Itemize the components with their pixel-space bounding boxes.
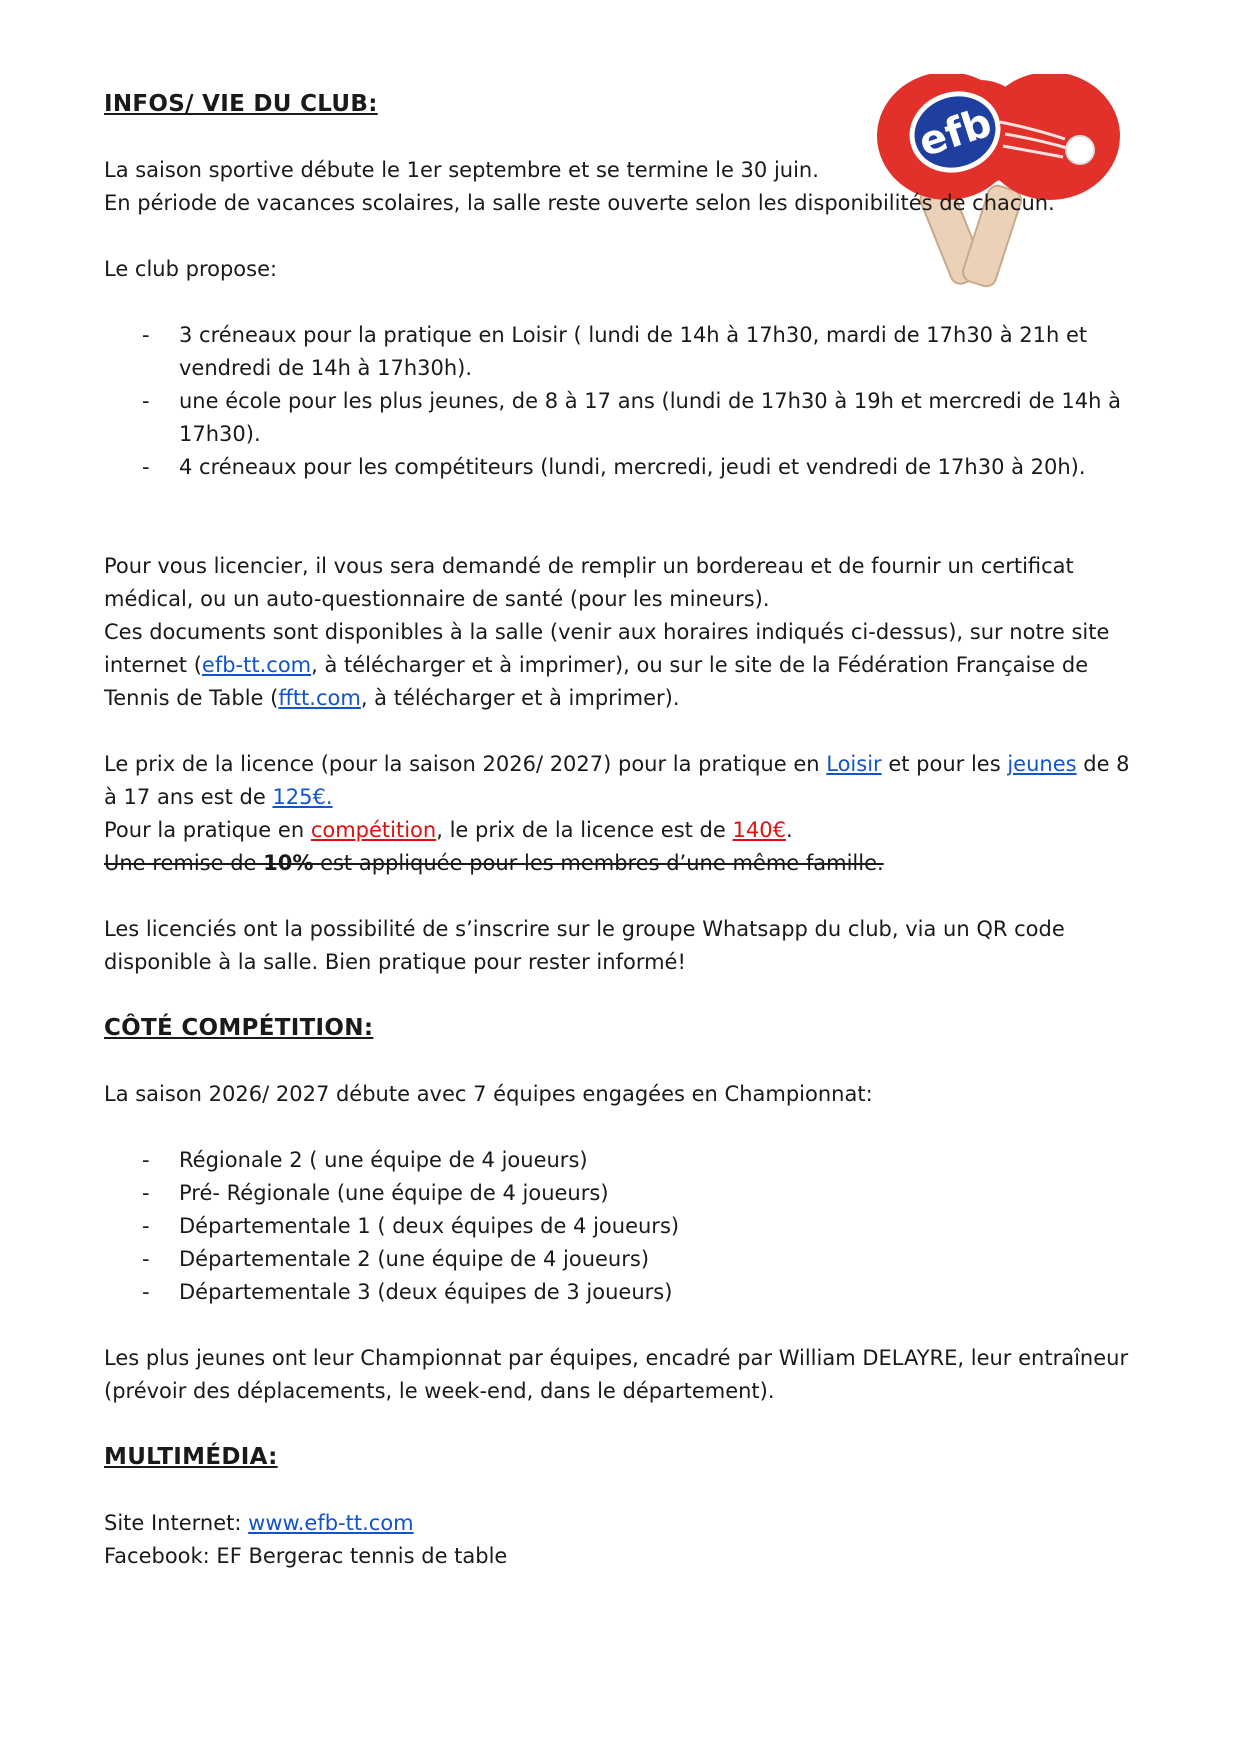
season-line-1: La saison sportive débute le 1er septembre et se termine le 30 juin. [104,158,819,182]
website-link[interactable]: www.efb-tt.com [248,1511,414,1535]
list-item: - 4 créneaux pour les compétiteurs (lundi, mercredi, jeudi et vendredi de 17h30 à 20h). [142,455,1086,479]
teams-list [104,1144,1144,1309]
list-item: - Départementale 3 (deux équipes de 3 joueurs) [142,1280,673,1304]
price-140-link[interactable]: 140€ [732,818,786,842]
club-slots-list [104,319,1144,484]
fftt-site-link[interactable]: fftt.com [278,686,361,710]
jeunes-link[interactable]: jeunes [1007,752,1077,776]
efb-site-link[interactable]: efb-tt.com [201,653,312,677]
list-item: - 3 créneaux pour la pratique en Loisir ( lundi de 14h à 17h30, mardi de 17h30 à 21h et vendredi de 14h à 17h30h). [142,323,1088,380]
list-item: - une école pour les plus jeunes, de 8 à 17 ans (lundi de 17h30 à 19h et mercredi de 14h à 17h30). [142,389,1121,446]
discount-line: Une remise de 10% est appliquée pour les membres d’une même famille. [104,851,884,875]
list-item: - Départementale 1 ( deux équipes de 4 joueurs) [142,1214,680,1238]
list-item: - Pré- Régionale (une équipe de 4 joueurs) [142,1181,609,1205]
competition-intro: La saison 2026/ 2027 débute avec 7 équipes engagées en Championnat: [104,1082,873,1106]
list-item: - Régionale 2 ( une équipe de 4 joueurs) [142,1148,588,1172]
competition-link[interactable]: compétition [310,818,437,842]
list-item: - Départementale 2 (une équipe de 4 joueurs) [142,1247,650,1271]
documents-paragraph: Ces documents sont disponibles à la salle (venir aux horaires indiqués ci-dessus), sur notre site internet (efb-tt.com, à télécharger et à imprimer), ou sur le site de la Fédération Française de Tennis de Table (fftt.com, à télécharger et à imprimer). [104,620,1110,710]
price-paragraph: Le prix de la licence (pour la saison 2026/ 2027) pour la pratique en Loisir et pour les jeunes de 8 à 17 ans est de 125€. [104,752,1130,809]
competition-heading: CÔTÉ COMPÉTITION: [104,1015,374,1041]
loisir-link[interactable]: Loisir [826,752,882,776]
document-content [104,88,1144,1573]
logo-text: efb [913,99,998,167]
license-paragraph: Pour vous licencier, il vous sera demandé de remplir un bordereau et de fournir un certificat médical, ou un auto-questionnaire de santé (pour les mineurs). [104,554,1074,611]
youth-paragraph: Les plus jeunes ont leur Championnat par équipes, encadré par William DELAYRE, leur entraîneur (prévoir des déplacements, le week-end, dans le département). [104,1346,1129,1403]
club-proposes: Le club propose: [104,257,278,281]
season-line-2: En période de vacances scolaires, la salle reste ouverte selon les disponibilités de chacun. [104,191,1055,215]
club-heading: INFOS/ VIE DU CLUB: [104,91,378,117]
website-line: Site Internet: www.efb-tt.com [104,1511,414,1535]
multimedia-heading: MULTIMÉDIA: [104,1444,278,1470]
facebook-line: Facebook: EF Bergerac tennis de table [104,1544,508,1568]
price-125-link[interactable]: 125€ [272,785,326,809]
competition-price-paragraph: Pour la pratique en compétition, le prix de la licence est de 140€. [104,818,793,842]
whatsapp-paragraph: Les licenciés ont la possibilité de s’inscrire sur le groupe Whatsapp du club, via un QR code disponible à la salle. Bien pratique pour rester informé! [104,917,1065,974]
